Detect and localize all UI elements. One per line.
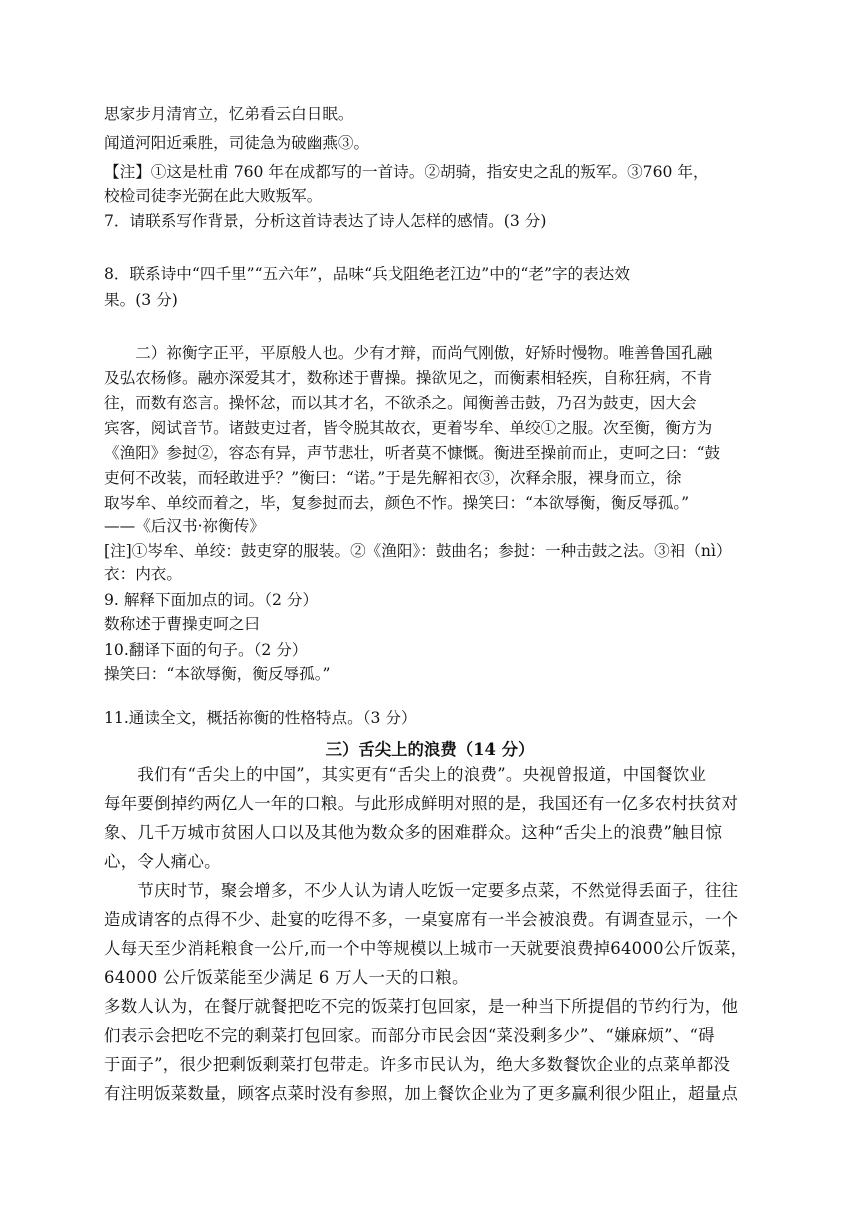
passage-note: 衣：内衣。 bbox=[104, 565, 182, 583]
article-line: 人每天至少消耗粮食一公斤,而一个中等规模以上城市一天就要浪费掉64000公斤饭菜， bbox=[104, 939, 748, 958]
question-11: 11.通读全文，概括祢衡的性格特点。（3 分） bbox=[104, 709, 417, 727]
passage-line: 取岑牟、单绞而着之，毕，复参挝而去，颜色不怍。操笑曰：“本欲辱衡，衡反辱孤。” bbox=[104, 494, 690, 512]
passage-line: 二）祢衡字正平，平原般人也。少有才辩，而尚气刚傲，好矫时慢物。唯善鲁国孔融 bbox=[104, 344, 713, 362]
passage-source: ——《后汉书·祢衡传》 bbox=[104, 517, 265, 535]
article-line: 们表示会把吃不完的剩菜打包回家。而部分市民会因“菜没剩多少”、“嫌麻烦”、“碍 bbox=[104, 1026, 715, 1045]
passage-line: 宾客，阅试音节。诸鼓吏过者，皆令脱其故衣，更着岑牟、单绞①之服。次至衡，衡方为 bbox=[104, 419, 713, 437]
article-line: 于面子”，很少把剩饭剩菜打包带走。许多市民认为，绝大多数餐饮企业的点菜单都没 bbox=[104, 1055, 731, 1074]
poem-line: 思家步月清宵立，忆弟看云白日眠。 bbox=[104, 105, 354, 123]
question-9-words: 数称述于曹操吏呵之曰 bbox=[104, 615, 260, 633]
poem-note: 【注】①这是杜甫 760 年在成都写的一首诗。②胡骑，指安史之乱的叛军。③760 年， bbox=[104, 163, 709, 181]
passage-line: 往，而数有恣言。操怀忿，而以其才名，不欲杀之。闻衡善击鼓，乃召为鼓吏，因大会 bbox=[104, 394, 697, 412]
passage-line: 吏何不改装，而轻敢进乎？”衡曰：“诺。”于是先解衵衣③，次释余服，裸身而立，徐 bbox=[104, 469, 682, 487]
question-8: 果。(3 分) bbox=[104, 291, 178, 309]
passage-line: 《渔阳》参挝②，容态有异，声节悲壮，听者莫不慷慨。衡进至操前而止，吏呵之曰：“鼓 bbox=[104, 444, 721, 462]
question-9: 9. 解释下面加点的词。（2 分） bbox=[104, 591, 319, 609]
article-line: 有注明饭菜数量，顾客点菜时没有参照，加上餐饮企业为了更多赢利很少阻止，超量点 bbox=[104, 1084, 739, 1103]
article-line: 造成请客的点得不少、赴宴的吃得不多，一桌宴席有一半会被浪费。有调查显示，一个 bbox=[104, 910, 739, 929]
passage-note: [注]①岑牟、单绞：鼓吏穿的服装。②《渔阳》：鼓曲名；参挝：一种击鼓之法。③衵（nì） bbox=[104, 542, 732, 560]
article-line: 我们有“舌尖上的中国”，其实更有“舌尖上的浪费”。央视曾报道，中国餐饮业 bbox=[104, 765, 707, 784]
poem-note: 校检司徒李光弼在此大败叛军。 bbox=[104, 187, 323, 205]
question-7: 7．请联系写作背景，分析这首诗表达了诗人怎样的感情。(3 分) bbox=[104, 212, 547, 230]
article-line: 每年要倒掉约两亿人一年的口粮。与此形成鲜明对照的是，我国还有一亿多农村扶贫对 bbox=[104, 794, 739, 813]
article-line: 象、几千万城市贫困人口以及其他为数众多的困难群众。这种“舌尖上的浪费”触目惊 bbox=[104, 823, 723, 842]
article-line: 心，令人痛心。 bbox=[104, 852, 221, 871]
article-line: 节庆时节，聚会增多，不少人认为请人吃饭一定要多点菜，不然觉得丢面子，往往 bbox=[104, 881, 739, 900]
question-10: 10.翻译下面的句子。（2 分） bbox=[104, 641, 308, 659]
passage-line: 及弘农杨修。融亦深爱其才，数称述于曹操。操欲见之，而衡素相轻疾，自称狂病，不肯 bbox=[104, 369, 713, 387]
section-heading: 三）舌尖上的浪费（14 分） bbox=[325, 740, 535, 759]
question-8: 8．联系诗中“四千里”“五六年”，品味“兵戈阻绝老江边”中的“老”字的表达效 bbox=[104, 265, 630, 283]
article-line: 多数人认为，在餐厅就餐把吃不完的饭菜打包回家，是一种当下所提倡的节约行为，他 bbox=[104, 997, 739, 1016]
poem-line: 闻道河阳近乘胜，司徒急为破幽燕③。 bbox=[104, 134, 370, 152]
question-10-sentence: 操笑曰：“本欲辱衡，衡反辱孤。” bbox=[104, 665, 331, 683]
article-line: 64000 公斤饭菜能至少满足 6 万人一天的口粮。 bbox=[104, 968, 469, 987]
